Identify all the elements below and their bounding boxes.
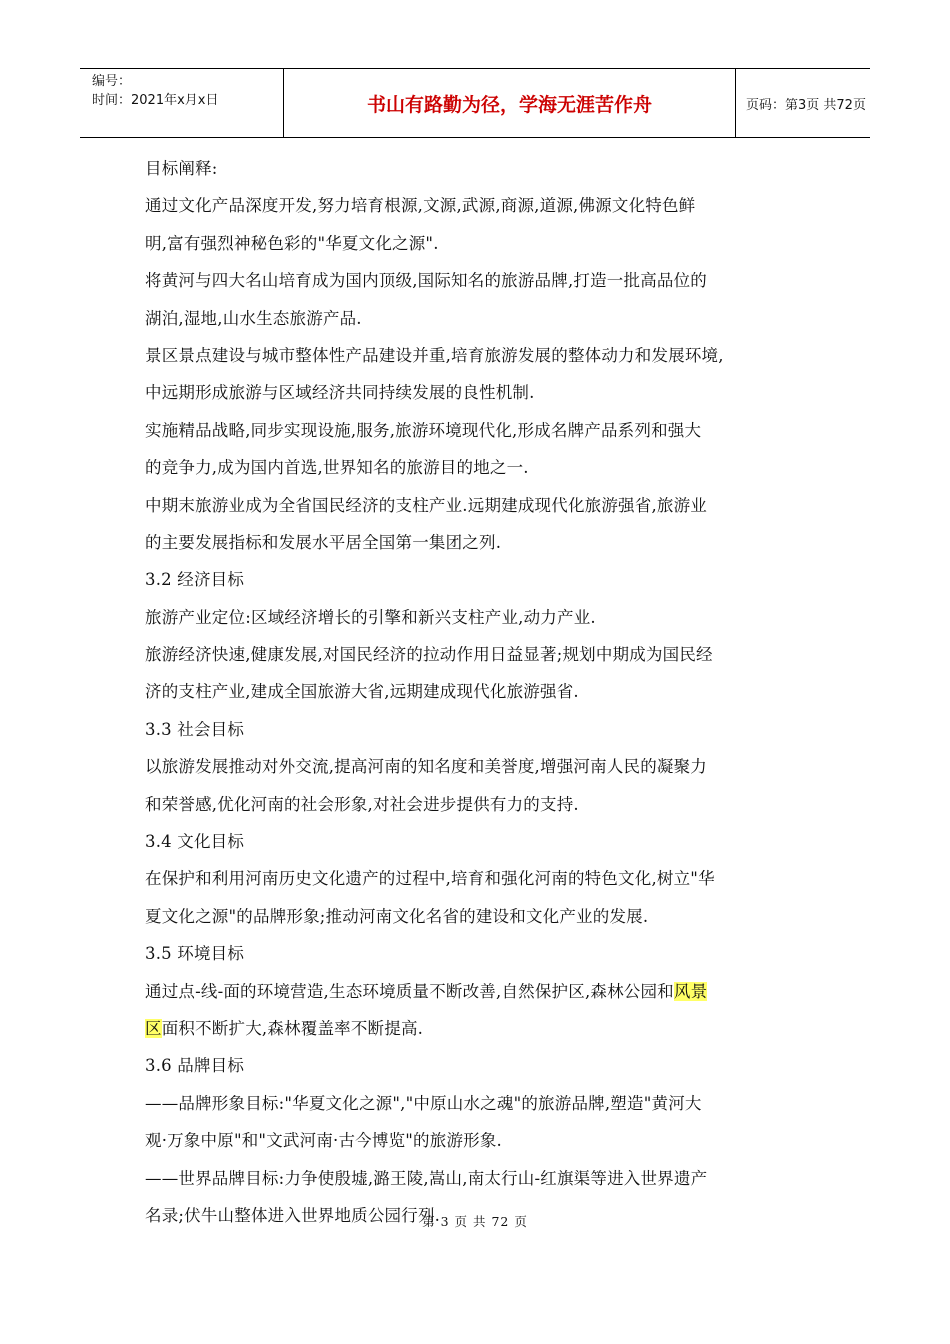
text-line: 观·万象中原"和"文武河南·古今博览"的旅游形象. — [145, 1131, 503, 1151]
highlighted-text: 风景 — [673, 981, 708, 1001]
section-heading: 3.5 环境目标 — [145, 944, 245, 964]
text-line: 景区景点建设与城市整体性产品建设并重,培育旅游发展的整体动力和发展环境, — [145, 345, 724, 365]
text-line: 中远期形成旅游与区域经济共同持续发展的良性机制. — [145, 383, 535, 403]
text-line: 的主要发展指标和发展水平居全国第一集团之列. — [145, 532, 502, 552]
document-body — [145, 150, 815, 1234]
text-line — [145, 973, 815, 1010]
text-line: 以旅游发展推动对外交流,提高河南的知名度和美誉度,增强河南人民的凝聚力 — [145, 757, 707, 777]
section-heading: 3.6 品牌目标 — [145, 1056, 245, 1076]
text-span: 面积不断扩大,森林覆盖率不断提高. — [161, 1018, 424, 1038]
page-footer: 第 3 页 共 72 页 — [422, 1214, 528, 1229]
text-line: ——世界品牌目标:力争使殷墟,潞王陵,嵩山,南太行山-红旗渠等进入世界遗产 — [145, 1168, 708, 1188]
header-page-info: 页码：第3页 共72页 — [746, 97, 866, 113]
highlighted-text: 区 — [145, 1018, 162, 1038]
header-meta — [80, 69, 284, 137]
text-line: 济的支柱产业,建成全国旅游大省,远期建成现代化旅游强省. — [145, 682, 579, 702]
date-label: 时间：2021年x月x日 — [92, 93, 219, 108]
section-heading: 3.2 经济目标 — [145, 570, 245, 590]
header-motto: 书山有路勤为径，学海无涯苦作舟 — [284, 69, 736, 137]
text-line: 名录;伏牛山整体进入世界地质公园行列. — [145, 1205, 441, 1225]
text-line: 旅游产业定位:区域经济增长的引擎和新兴支柱产业,动力产业. — [145, 607, 596, 627]
text-line: 和荣誉感,优化河南的社会形象,对社会进步提供有力的支持. — [145, 794, 579, 814]
text-line: 实施精品战略,同步实现设施,服务,旅游环境现代化,形成名牌产品系列和强大 — [145, 420, 702, 440]
text-line: 夏文化之源"的品牌形象;推动河南文化名省的建设和文化产业的发展. — [145, 906, 649, 926]
page-header — [80, 68, 870, 138]
section-heading: 3.3 社会目标 — [145, 719, 245, 739]
text-line: ——品牌形象目标:"华夏文化之源","中原山水之魂"的旅游品牌,塑造"黄河大 — [145, 1093, 702, 1113]
text-line: 中期末旅游业成为全省国民经济的支柱产业.远期建成现代化旅游强省,旅游业 — [145, 495, 707, 515]
text-line: 在保护和利用河南历史文化遗产的过程中,培育和强化河南的特色文化,树立"华 — [145, 869, 715, 889]
text-span: 通过点-线-面的环境营造,生态环境质量不断改善,自然保护区,森林公园和 — [145, 981, 674, 1001]
section-heading: 3.4 文化目标 — [145, 832, 245, 852]
text-line: 目标阐释: — [145, 159, 218, 178]
text-line: 的竞争力,成为国内首选,世界知名的旅游目的地之一. — [145, 458, 529, 478]
text-line: 通过文化产品深度开发,努力培育根源,文源,武源,商源,道源,佛源文化特色鲜 — [145, 196, 696, 216]
text-line: 湖泊,湿地,山水生态旅游产品. — [145, 308, 362, 328]
text-line: 将黄河与四大名山培育成为国内顶级,国际知名的旅游品牌,打造一批高品位的 — [145, 271, 707, 291]
doc-number-label: 编号： — [92, 74, 132, 89]
text-line — [145, 1010, 815, 1047]
text-line: 明,富有强烈神秘色彩的"华夏文化之源". — [145, 233, 439, 253]
text-line: 旅游经济快速,健康发展,对国民经济的拉动作用日益显著;规划中期成为国民经 — [145, 645, 713, 665]
